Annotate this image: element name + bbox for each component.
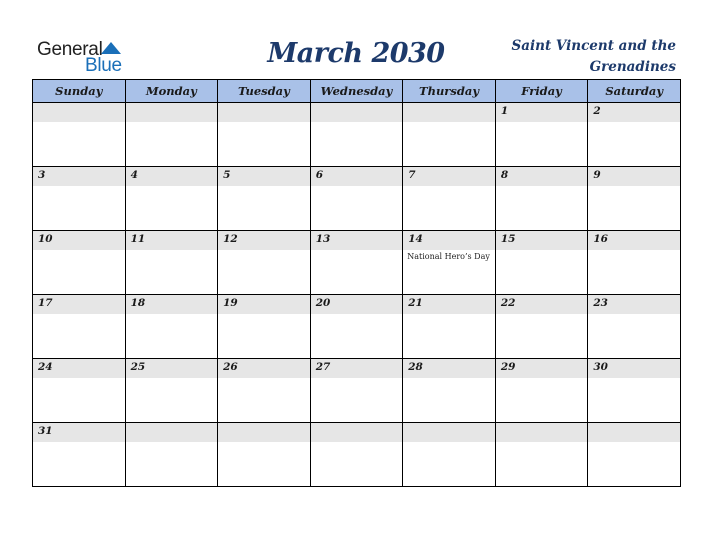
day-cell[interactable] — [588, 423, 681, 487]
day-number: 30 — [593, 361, 608, 373]
day-header-bar — [126, 167, 218, 186]
day-number: 10 — [38, 233, 53, 245]
day-header-bar — [311, 167, 403, 186]
day-cell[interactable] — [310, 167, 403, 231]
day-number: 28 — [408, 361, 423, 373]
day-cell[interactable] — [125, 423, 218, 487]
day-header-bar — [33, 359, 125, 378]
day-number: 22 — [500, 297, 516, 309]
day-cell[interactable] — [33, 103, 126, 167]
weekday-header: Sunday — [33, 80, 126, 103]
day-number: 12 — [223, 233, 238, 245]
day-header-bar — [218, 423, 310, 442]
day-number: 29 — [500, 361, 516, 373]
day-cell[interactable] — [218, 167, 311, 231]
day-number: 14 — [408, 233, 423, 245]
day-cell[interactable] — [125, 103, 218, 167]
day-cell[interactable] — [403, 231, 496, 295]
calendar-grid — [32, 79, 681, 487]
day-number: 20 — [315, 297, 331, 309]
day-number: 27 — [315, 361, 331, 373]
day-header-bar — [403, 359, 495, 378]
day-number: 25 — [130, 361, 146, 373]
calendar-body — [33, 103, 681, 487]
day-number: 9 — [593, 169, 601, 181]
day-cell[interactable] — [125, 359, 218, 423]
day-cell[interactable] — [310, 103, 403, 167]
day-cell[interactable] — [495, 295, 588, 359]
day-cell[interactable] — [218, 231, 311, 295]
day-number: 23 — [593, 297, 608, 309]
day-cell[interactable] — [33, 231, 126, 295]
day-cell[interactable] — [495, 231, 588, 295]
day-cell[interactable] — [588, 231, 681, 295]
day-number: 19 — [223, 297, 238, 309]
day-cell[interactable] — [310, 359, 403, 423]
day-cell[interactable] — [310, 295, 403, 359]
day-number: 16 — [593, 233, 608, 245]
country-name: Saint Vincent and the Grenadines — [511, 38, 676, 75]
day-header-bar — [311, 231, 403, 250]
weekday-header: Friday — [495, 80, 588, 103]
day-number: 6 — [315, 169, 323, 181]
logo-blue-text: Blue — [85, 55, 122, 76]
day-header-bar — [496, 231, 588, 250]
day-header-bar — [403, 103, 495, 122]
day-number: 4 — [130, 169, 138, 181]
day-number: 5 — [223, 169, 231, 181]
day-cell[interactable] — [588, 103, 681, 167]
day-header-bar — [311, 359, 403, 378]
day-cell[interactable] — [125, 167, 218, 231]
week-row — [33, 231, 681, 295]
day-header-bar — [403, 231, 495, 250]
day-header-bar — [218, 231, 310, 250]
day-header-bar — [33, 103, 125, 122]
day-header-bar — [496, 103, 588, 122]
day-cell[interactable] — [218, 103, 311, 167]
day-number: 13 — [315, 233, 331, 245]
holiday-event: National Hero’s Day — [407, 252, 490, 261]
day-cell[interactable] — [588, 167, 681, 231]
week-row — [33, 103, 681, 167]
day-header-bar — [218, 167, 310, 186]
day-header-bar — [403, 423, 495, 442]
day-cell[interactable] — [403, 359, 496, 423]
day-number: 8 — [500, 169, 509, 181]
day-header-bar — [311, 423, 403, 442]
calendar-title: March 2030 — [267, 38, 445, 69]
day-cell[interactable] — [310, 423, 403, 487]
weekday-header: Tuesday — [218, 80, 311, 103]
day-header-bar — [218, 103, 310, 122]
day-header-bar — [403, 167, 495, 186]
day-header-bar — [403, 295, 495, 314]
day-cell[interactable] — [218, 423, 311, 487]
day-header-bar — [588, 359, 680, 378]
day-number: 11 — [130, 233, 146, 245]
day-number: 3 — [38, 169, 46, 181]
day-header-bar — [496, 359, 588, 378]
day-cell[interactable] — [33, 359, 126, 423]
day-cell[interactable] — [218, 295, 311, 359]
day-cell[interactable] — [218, 359, 311, 423]
day-header-bar — [588, 103, 680, 122]
day-cell[interactable] — [495, 167, 588, 231]
day-header-bar — [33, 295, 125, 314]
weekday-header: Thursday — [403, 80, 496, 103]
day-number: 21 — [408, 297, 423, 309]
day-cell[interactable] — [310, 231, 403, 295]
week-row — [33, 295, 681, 359]
day-header-bar — [126, 423, 218, 442]
day-header-bar — [496, 423, 588, 442]
day-header-bar — [126, 359, 218, 378]
day-cell[interactable] — [125, 295, 218, 359]
day-cell[interactable] — [33, 167, 126, 231]
day-header-bar — [33, 423, 125, 442]
day-header-bar — [588, 167, 680, 186]
day-cell[interactable] — [588, 359, 681, 423]
day-header-bar — [311, 103, 403, 122]
day-number: 31 — [38, 425, 53, 437]
day-cell[interactable] — [403, 103, 496, 167]
day-header-bar — [496, 167, 588, 186]
logo-general-text: General — [37, 39, 103, 60]
day-header-bar — [33, 167, 125, 186]
day-header-bar — [126, 295, 218, 314]
day-cell[interactable] — [495, 359, 588, 423]
day-number: 24 — [38, 361, 53, 373]
day-cell[interactable] — [588, 295, 681, 359]
day-header-bar — [588, 295, 680, 314]
day-cell[interactable] — [403, 295, 496, 359]
day-cell[interactable] — [33, 423, 126, 487]
weekday-header: Monday — [125, 80, 218, 103]
day-number: 17 — [38, 297, 53, 309]
week-row — [33, 423, 681, 487]
weekday-header: Saturday — [588, 80, 681, 103]
day-number: 7 — [408, 169, 416, 181]
day-header-bar — [496, 295, 588, 314]
day-cell[interactable] — [125, 231, 218, 295]
weekday-header: Wednesday — [310, 80, 403, 103]
day-header-bar — [588, 423, 680, 442]
day-number: 2 — [593, 105, 601, 117]
day-header-bar — [218, 359, 310, 378]
day-cell[interactable] — [495, 423, 588, 487]
day-cell[interactable] — [495, 103, 588, 167]
day-number: 15 — [500, 233, 516, 245]
day-number: 26 — [223, 361, 238, 373]
day-header-bar — [33, 231, 125, 250]
day-header-bar — [126, 103, 218, 122]
day-header-bar — [218, 295, 310, 314]
day-header-bar — [311, 295, 403, 314]
day-number: 18 — [130, 297, 146, 309]
day-cell[interactable] — [33, 295, 126, 359]
day-header-bar — [126, 231, 218, 250]
week-row — [33, 167, 681, 231]
day-number: 1 — [500, 105, 509, 117]
day-cell[interactable] — [403, 167, 496, 231]
day-cell[interactable] — [403, 423, 496, 487]
day-header-bar — [588, 231, 680, 250]
weekday-header-row — [33, 80, 681, 103]
week-row — [33, 359, 681, 423]
